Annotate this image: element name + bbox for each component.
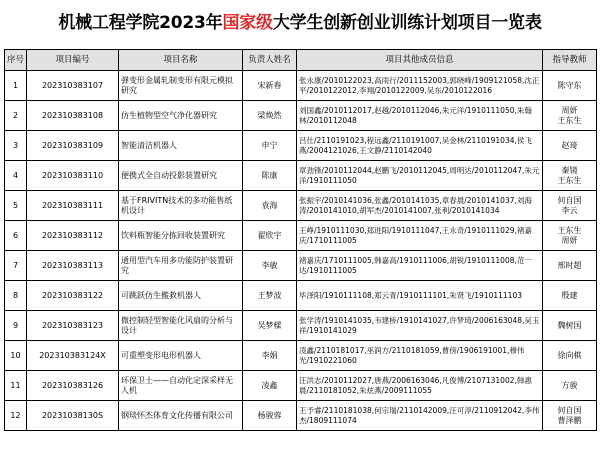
table-row — [5, 131, 597, 161]
cell-project-name: 可跳跃仿生搬救机器人 — [119, 281, 243, 311]
table-row — [5, 101, 597, 131]
cell-members: 毕泽阳/1910111108,郑云青/1910111101,朱贤飞/1910111103 — [297, 281, 543, 311]
cell-project-id: 20231038130S — [27, 401, 119, 431]
table-row — [5, 281, 597, 311]
cell-seq: 1 — [5, 71, 27, 101]
cell-members: 张永康/2010122023,高雨行/2011152003,郭晓峰/1909121058,沈正平/2010122012,李翔/2010122009,吴东/2010122016 — [297, 71, 543, 101]
cell-seq: 4 — [5, 161, 27, 191]
cell-teacher: 秦镜 王东生 — [543, 161, 597, 191]
cell-members: 吕仕/2110191023,程远鑫/2110191007,吴金林/2110191034,侯飞燕/2004121026,王文静/2110142040 — [297, 131, 543, 161]
header-members: 项目其他成员信息 — [297, 50, 543, 71]
cell-members: 王予睿/2110181038,何宗瑞/2110142009,汪可淳/2110912042,李伟杰/1809111074 — [297, 401, 543, 431]
cell-seq: 6 — [5, 221, 27, 251]
cell-seq: 10 — [5, 341, 27, 371]
table-row — [5, 311, 597, 341]
cell-teacher: 何自国 曹泽鹏 — [543, 401, 597, 431]
cell-members: 王峥/1910111030,郑进阳/1910111047,王永奇/1910111029,褚嘉庆/1710111005 — [297, 221, 543, 251]
cell-members: 刘国鑫/2010112017,赵越/2010112046,朱元洋/1910111050,朱翰林/2010112048 — [297, 101, 543, 131]
cell-teacher: 陈守东 — [543, 71, 597, 101]
cell-leader: 梁焕然 — [243, 101, 297, 131]
cell-project-name: 通用型汽车用多功能防护装置研究 — [119, 251, 243, 281]
cell-leader: 杨骏蓉 — [243, 401, 297, 431]
cell-teacher: 方骏 — [543, 371, 597, 401]
cell-seq: 12 — [5, 401, 27, 431]
cell-project-id: 202310383113 — [27, 251, 119, 281]
cell-teacher: 魏树国 — [543, 311, 597, 341]
cell-seq: 9 — [5, 311, 27, 341]
cell-project-id: 202310383123 — [27, 311, 119, 341]
cell-project-id: 202310383126 — [27, 371, 119, 401]
header-project-name: 项目名称 — [119, 50, 243, 71]
table-row — [5, 71, 597, 101]
cell-teacher: 邢时超 — [543, 251, 597, 281]
table-row — [5, 161, 597, 191]
cell-teacher: 徐向棋 — [543, 341, 597, 371]
cell-members: 褚嘉庆/1710111005,韩嘉高/1910111006,胡锐/1910111008,范一达/1910111005 — [297, 251, 543, 281]
header-project-id: 项目编号 — [27, 50, 119, 71]
cell-seq: 2 — [5, 101, 27, 131]
table-row — [5, 341, 597, 371]
title-prefix: 机械工程学院2023年 — [58, 13, 223, 33]
table-row — [5, 221, 597, 251]
cell-members: 凌鑫/2110181017,巫润方/2110181059,曹傍/1906191001,穆伟光/1910221060 — [297, 341, 543, 371]
cell-project-name: 便携式全自动投影装置研究 — [119, 161, 243, 191]
table-row — [5, 251, 597, 281]
cell-project-id: 202310383109 — [27, 131, 119, 161]
cell-seq: 3 — [5, 131, 27, 161]
cell-project-name: 智能清洁机器人 — [119, 131, 243, 161]
cell-teacher: 殷建 — [543, 281, 597, 311]
cell-leader: 凌鑫 — [243, 371, 297, 401]
cell-leader: 王梦波 — [243, 281, 297, 311]
table-row — [5, 371, 597, 401]
header-seq: 序号 — [5, 50, 27, 71]
cell-leader: 宋新春 — [243, 71, 297, 101]
table-body — [5, 71, 597, 431]
cell-leader: 申宁 — [243, 131, 297, 161]
cell-members: 张振宇/2010141036,张鑫/2010141035,章春晨/2010141037,刘海涛/2010141010,胡军杰/2010141007,张利/2010141034 — [297, 191, 543, 221]
table-header-row — [5, 50, 597, 71]
table-row — [5, 191, 597, 221]
cell-members: 张学涛/1910141035,韦建桥/1910141027,许梦琦/2006163048,吴玉祥/1910141029 — [297, 311, 543, 341]
cell-project-id: 202310383108 — [27, 101, 119, 131]
cell-teacher: 王东生 周妍 — [543, 221, 597, 251]
title-suffix: 大学生创新创业训练计划项目一览表 — [272, 13, 542, 33]
cell-project-name: 仿生植物型空气净化器研究 — [119, 101, 243, 131]
cell-project-id: 202310383110 — [27, 161, 119, 191]
cell-seq: 5 — [5, 191, 27, 221]
cell-project-name: 可重塑变形电形机器人 — [119, 341, 243, 371]
title-highlight: 国家级 — [222, 13, 273, 33]
project-table — [4, 49, 597, 431]
cell-teacher: 周妍 王东生 — [543, 101, 597, 131]
cell-project-id: 202310383107 — [27, 71, 119, 101]
page-title — [0, 6, 600, 40]
cell-leader: 李娟 — [243, 341, 297, 371]
cell-project-name: 基于FRIVITN技术的多功能售纸机设计 — [119, 191, 243, 221]
cell-project-id: 202310383124X — [27, 341, 119, 371]
header-teacher: 指导教师 — [543, 50, 597, 71]
cell-project-id: 202310383111 — [27, 191, 119, 221]
cell-seq: 8 — [5, 281, 27, 311]
cell-teacher: 何自国 李云 — [543, 191, 597, 221]
cell-seq: 11 — [5, 371, 27, 401]
cell-leader: 袁海 — [243, 191, 297, 221]
cell-project-name: 钢琰怀杰体育文化传播有限公司 — [119, 401, 243, 431]
cell-leader: 李敏 — [243, 251, 297, 281]
cell-leader: 吴梦樑 — [243, 311, 297, 341]
cell-leader: 翟欣宇 — [243, 221, 297, 251]
header-leader: 负责人姓名 — [243, 50, 297, 71]
cell-project-id: 202310383112 — [27, 221, 119, 251]
cell-seq: 7 — [5, 251, 27, 281]
cell-leader: 陈康 — [243, 161, 297, 191]
cell-project-name: 环保卫士——自动化定深采样无人机 — [119, 371, 243, 401]
cell-teacher: 赵琦 — [543, 131, 597, 161]
cell-project-name: 微控制轻型智能化风扇的分析与设计 — [119, 311, 243, 341]
cell-project-id: 202310383122 — [27, 281, 119, 311]
cell-project-name: 弹变形金属轧制变形有限元模拟研究 — [119, 71, 243, 101]
cell-members: 章劲锋/2010112044,赵鹏飞/2010112045,周明达/2010112047,朱元洋/1910111050 — [297, 161, 543, 191]
cell-project-name: 饮料瓶智能分拣回收装置研究 — [119, 221, 243, 251]
cell-members: 汪洪志/2010112027,唐燕/2006163046,凡俊博/2107131002,韩惠晨/2110181052,朱炫燕/2009111055 — [297, 371, 543, 401]
table-row — [5, 401, 597, 431]
